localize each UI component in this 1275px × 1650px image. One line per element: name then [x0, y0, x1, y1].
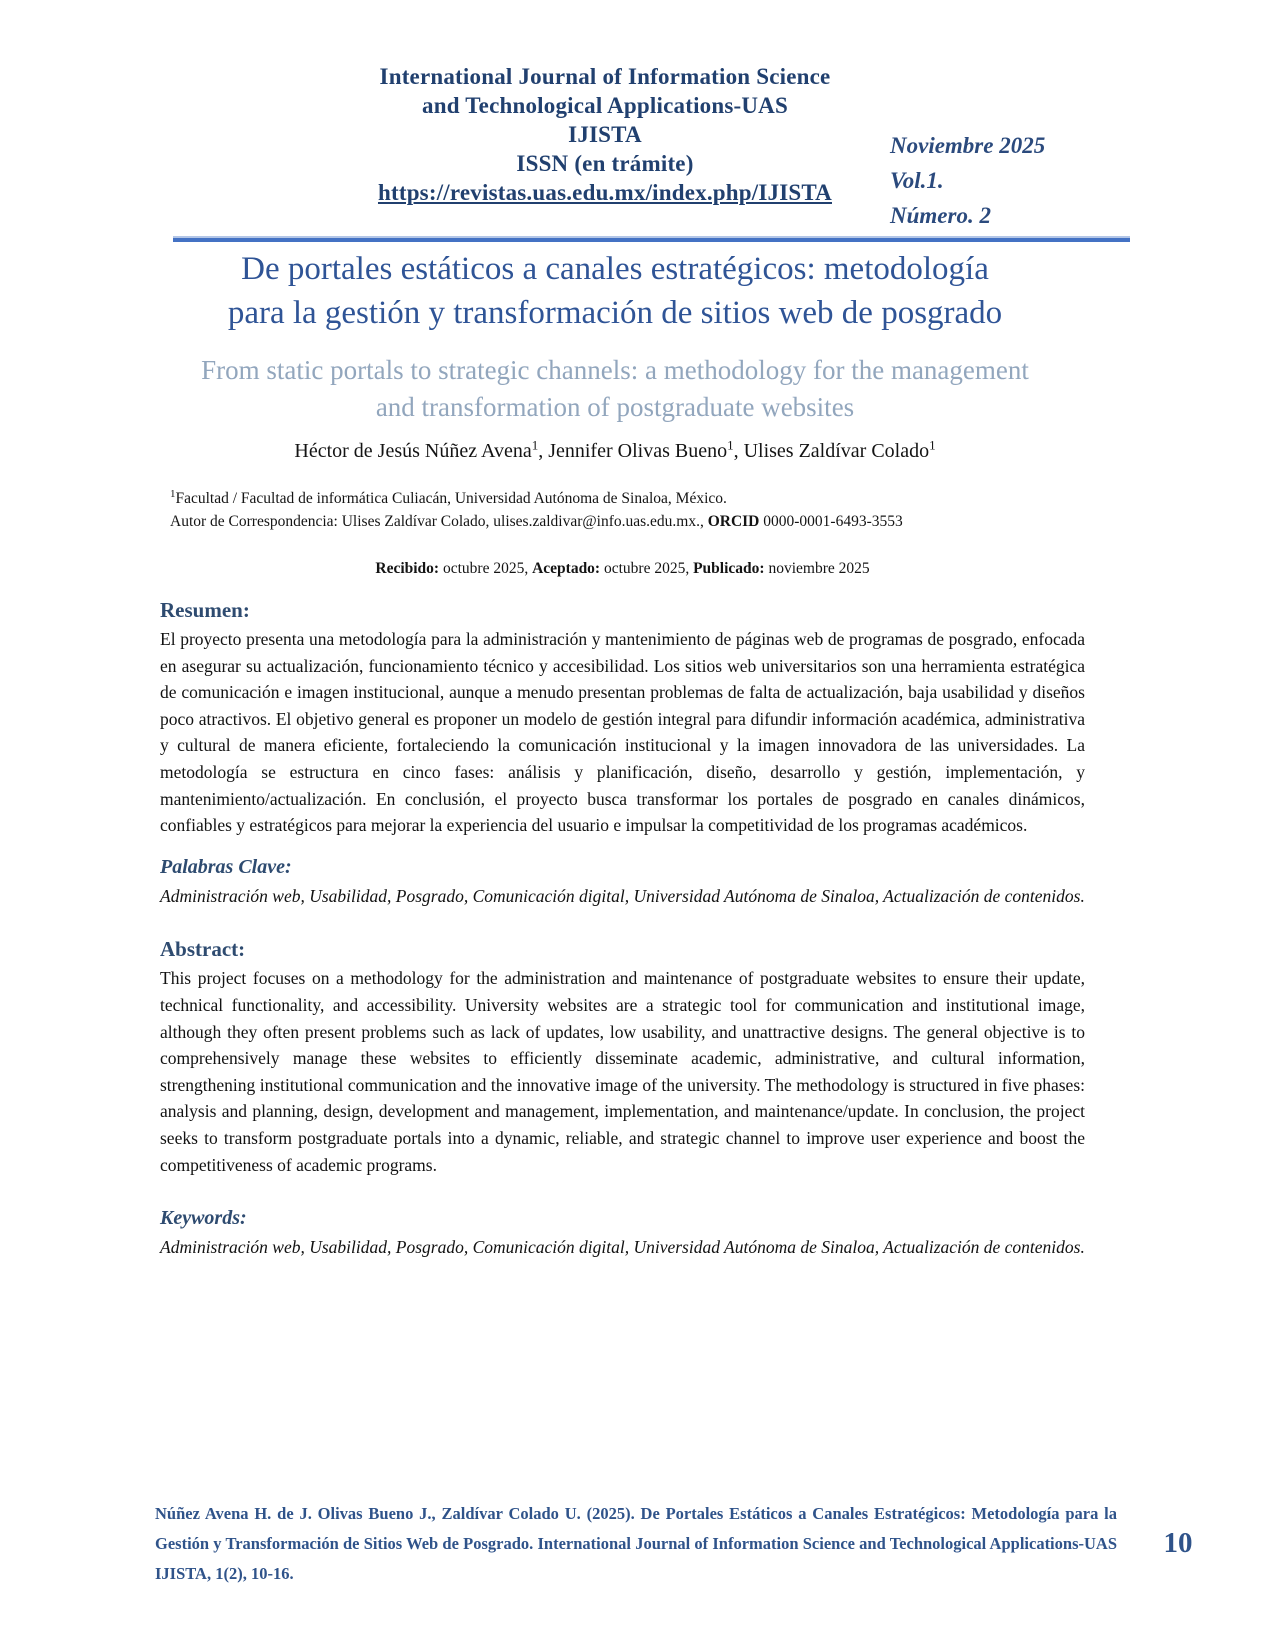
page-number: 10	[1163, 1527, 1193, 1559]
author-affiliation-superscript: 1	[727, 437, 734, 453]
author-affiliation-superscript: 1	[929, 437, 936, 453]
keywords-body: Administración web, Usabilidad, Posgrado, Comunicación digital, Universidad Autónoma de Sinaloa, Actualización de contenidos.	[160, 1237, 1085, 1258]
author-separator: ,	[733, 440, 744, 462]
footer-citation: Núñez Avena H. de J. Olivas Bueno J., Zaldívar Colado U. (2025). De Portales Estáticos a Canales Estratégicos: Metodología para la Gestión y Transformación de Sitios Web de Posgrado. International Journal of Information Science and Technological Applications-UAS IJISTA, 1(2), 10-16.	[155, 1504, 1117, 1583]
published-value: noviembre 2025	[764, 560, 870, 577]
resumen-heading: Resumen:	[160, 598, 250, 622]
header-divider-rule	[173, 236, 1130, 242]
author-name: Ulises Zaldívar Colado	[743, 440, 930, 462]
received-value: octubre 2025,	[439, 560, 533, 577]
correspondence-line	[170, 510, 1110, 533]
received-label: Recibido:	[375, 560, 440, 577]
palabras-clave-body: Administración web, Usabilidad, Posgrado, Comunicación digital, Universidad Autónoma de Sinaloa, Actualización de contenidos.	[160, 885, 1085, 906]
accepted-label: Aceptado:	[532, 560, 601, 577]
author-name: Héctor de Jesús Núñez Avena	[294, 440, 532, 462]
affiliation-text: Facultad / Facultad de informática Culiacán, Universidad Autónoma de Sinaloa, México.	[175, 490, 727, 507]
article-title-english-line-2: and transformation of postgraduate websites	[375, 392, 855, 422]
author-affiliation-superscript: 1	[531, 437, 539, 453]
affiliation-line	[170, 487, 1110, 510]
author-separator: ,	[538, 440, 549, 462]
journal-url-link[interactable]: https://revistas.uas.edu.mx/index.php/IJISTA	[377, 180, 832, 205]
issue-number: Número. 2	[890, 203, 991, 228]
issue-volume: Vol.1.	[890, 168, 944, 193]
article-title-english	[95, 352, 1135, 426]
issue-date: Noviembre 2025	[890, 133, 1046, 158]
journal-name-line-2: and Technological Applications-UAS	[422, 93, 788, 118]
issue-info-block	[890, 128, 1120, 233]
correspondence-text: Autor de Correspondencia: Ulises Zaldívar Colado, ulises.zaldivar@info.uas.edu.mx.,	[170, 513, 708, 530]
affiliation-superscript: 1	[170, 487, 176, 500]
orcid-value: 0000-0001-6493-3553	[759, 513, 903, 530]
abstract-heading: Abstract:	[160, 937, 246, 962]
resumen-body: El proyecto presenta una metodología para la administración y mantenimiento de páginas web de programas de posgrado, enfocada en asegurar su actualización, funcionamiento técnico y accesibilidad. Los sitios web universitarios son una herramienta estratégica de comunicación e imagen institucional, aunque a menudo presentan problemas de falta de actualización, baja usabilidad y diseños poco atractivos. El objetivo general es proponer un modelo de gestión integral para difundir información académica, administrativa y cultural de manera eficiente, fortaleciendo la comunicación institucional y la imagen innovadora de las universidades. La metodología se estructura en cinco fases: análisis y planificación, diseño, desarrollo y gestión, implementación, y mantenimiento/actualización. En conclusión, el proyecto busca transformar los portales de posgrado en canales dinámicos, confiables y estratégicos para mejorar la experiencia del usuario e impulsar la competitividad de los programas académicos.	[160, 629, 1085, 836]
publication-dates-line	[160, 560, 1085, 578]
journal-issn: ISSN (en trámite)	[516, 151, 694, 176]
article-title-spanish-line-2: para la gestión y transformación de sitios web de posgrado	[227, 295, 1003, 331]
affiliation-block	[170, 487, 1110, 533]
accepted-value: octubre 2025,	[600, 560, 694, 577]
article-title-spanish	[95, 247, 1135, 335]
article-title-spanish-line-1: De portales estáticos a canales estratégicos: metodología	[241, 251, 989, 287]
authors-line	[95, 437, 1135, 463]
keywords-heading: Keywords:	[160, 1207, 247, 1230]
author-name: Jennifer Olivas Bueno	[548, 440, 728, 462]
journal-name-line-1: International Journal of Information Science	[379, 64, 831, 89]
article-body-column	[160, 597, 1085, 1261]
orcid-label: ORCID	[707, 513, 760, 530]
article-title-english-line-1: From static portals to strategic channels: a methodology for the management	[201, 355, 1029, 385]
published-label: Publicado:	[693, 560, 765, 577]
journal-acronym: IJISTA	[568, 122, 642, 147]
abstract-body: This project focuses on a methodology for the administration and maintenance of postgraduate websites to ensure their update, technical functionality, and accessibility. University websites are a strategic tool for communication and institutional image, although they often present problems such as lack of updates, low usability, and unattractive designs. The general objective is to comprehensively manage these websites to efficiently disseminate academic, administrative, and cultural information, strengthening institutional communication and the innovative image of the university. The methodology is structured in five phases: analysis and planning, design, development and management, implementation, and maintenance/update. In conclusion, the project seeks to transform postgraduate portals into a dynamic, reliable, and strategic channel to improve user experience and boost the competitiveness of academic programs.	[160, 968, 1085, 1175]
palabras-clave-heading: Palabras Clave:	[160, 855, 292, 878]
